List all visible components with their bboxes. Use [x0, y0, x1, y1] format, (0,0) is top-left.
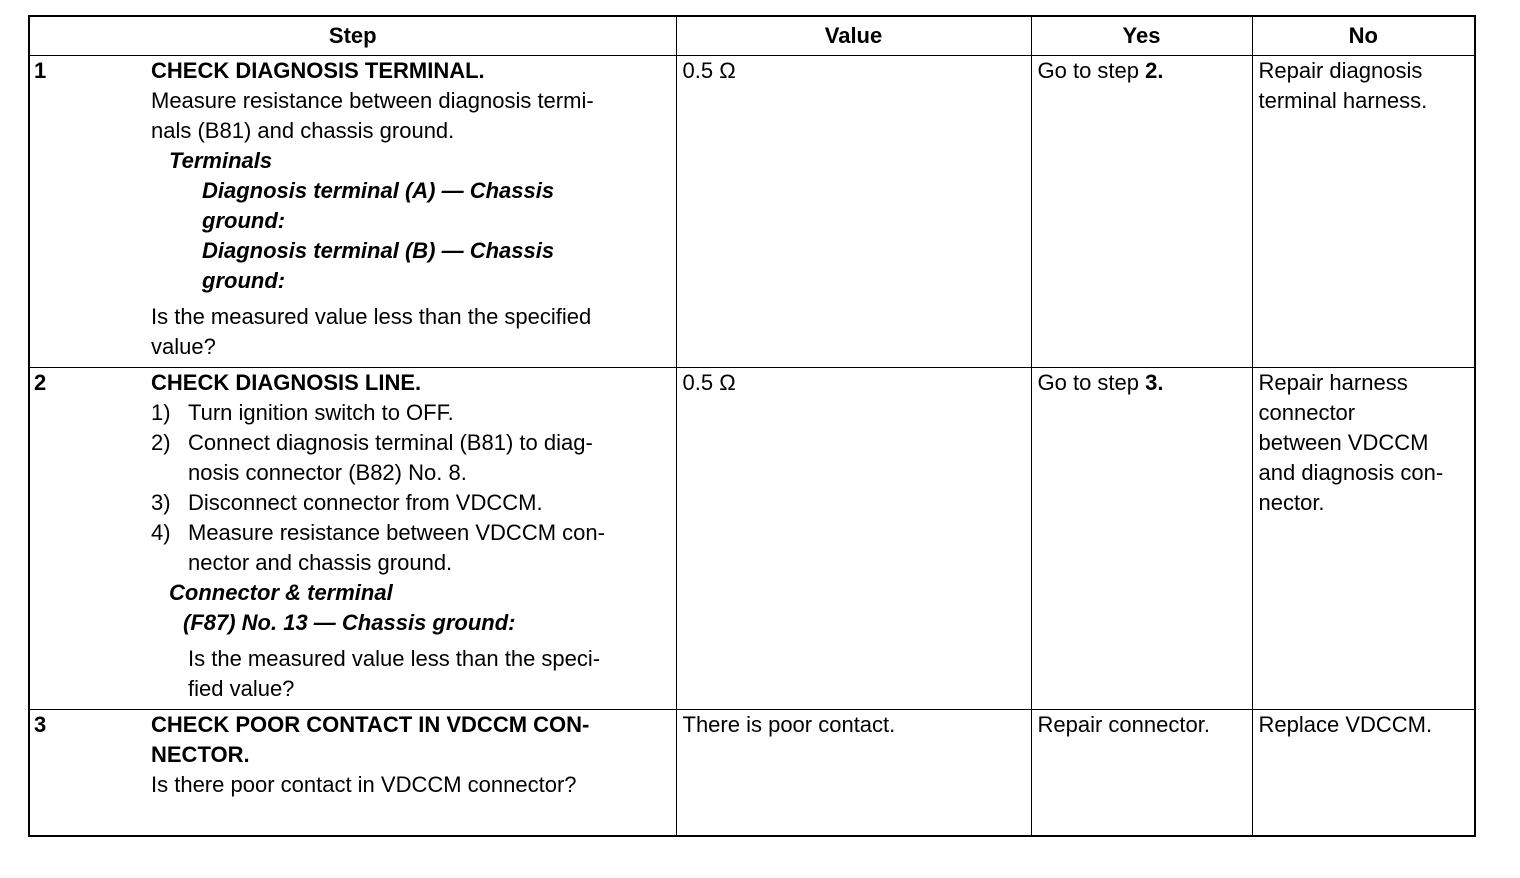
yes-cell: Repair connector. — [1031, 710, 1252, 836]
step-title: NECTOR. — [151, 742, 250, 767]
step-body — [151, 710, 676, 800]
table-row-step-1 — [29, 56, 1475, 368]
spec-header: Connector & terminal — [169, 580, 393, 605]
question-line: value? — [151, 334, 216, 359]
no-cell — [1252, 56, 1475, 368]
spec-item: Diagnosis terminal (B) — Chassis — [202, 238, 555, 263]
step-cell — [29, 56, 676, 368]
yes-step-ref: 3. — [1145, 370, 1164, 395]
no-line: nector. — [1258, 490, 1325, 515]
step-body — [151, 368, 676, 704]
question-line: fied value? — [188, 676, 295, 701]
list-item — [151, 518, 666, 578]
diagnosis-table — [28, 15, 1476, 837]
step-instruction-line: nals (B81) and chassis ground. — [151, 118, 455, 143]
value-cell: 0.5 Ω — [676, 368, 1031, 710]
yes-cell — [1031, 56, 1252, 368]
no-line: connector — [1258, 400, 1356, 425]
list-item-text — [188, 398, 454, 428]
spec-item: ground: — [202, 208, 286, 233]
list-item — [151, 398, 666, 428]
step-cell — [29, 710, 676, 836]
step-title: CHECK POOR CONTACT IN VDCCM CON- — [151, 712, 590, 737]
step-question: Is there poor contact in VDCCM connector? — [151, 772, 577, 797]
list-item-text — [188, 428, 593, 488]
yes-cell — [1031, 368, 1252, 710]
question-line: Is the measured value less than the specified — [151, 304, 592, 329]
spec-item: ground: — [202, 268, 286, 293]
step-title: CHECK DIAGNOSIS TERMINAL. — [151, 58, 485, 83]
header-step: Step — [29, 16, 676, 56]
procedure-list — [151, 398, 666, 578]
list-item-line: Measure resistance between VDCCM con- — [188, 520, 605, 545]
header-no: No — [1252, 16, 1475, 56]
no-line: between VDCCM — [1258, 430, 1429, 455]
list-item-number: 2) — [151, 430, 171, 455]
value-cell: 0.5 Ω — [676, 56, 1031, 368]
header-row — [29, 16, 1475, 56]
list-item — [151, 488, 666, 518]
step-question — [151, 644, 666, 704]
list-item-line: Disconnect connector from VDCCM. — [188, 490, 543, 515]
no-line: Replace VDCCM. — [1258, 712, 1433, 737]
list-item — [151, 428, 666, 488]
header-yes: Yes — [1031, 16, 1252, 56]
question-line: Is the measured value less than the speci- — [188, 646, 601, 671]
header-value: Value — [676, 16, 1031, 56]
list-item-line: nector and chassis ground. — [188, 550, 453, 575]
yes-text: Go to step — [1037, 58, 1146, 83]
no-cell — [1252, 710, 1475, 836]
list-item-line: Turn ignition switch to OFF. — [188, 400, 454, 425]
spec-item: Diagnosis terminal (A) — Chassis — [202, 178, 555, 203]
step-title: CHECK DIAGNOSIS LINE. — [151, 370, 422, 395]
list-item-number: 4) — [151, 520, 171, 545]
list-item-text — [188, 518, 605, 578]
step-number: 2 — [34, 370, 47, 395]
yes-text: Go to step — [1037, 370, 1146, 395]
no-cell — [1252, 368, 1475, 710]
no-line: Repair harness — [1258, 370, 1408, 395]
step-body — [151, 56, 676, 362]
yes-step-ref: 2. — [1145, 58, 1164, 83]
list-item-line: nosis connector (B82) No. 8. — [188, 460, 467, 485]
value-cell: There is poor contact. — [676, 710, 1031, 836]
no-line: and diagnosis con- — [1258, 460, 1444, 485]
no-line: Repair diagnosis — [1258, 58, 1423, 83]
spec-item: (F87) No. 13 — Chassis ground: — [183, 610, 516, 635]
step-cell — [29, 368, 676, 710]
spec-header: Terminals — [169, 148, 273, 173]
table-row-step-3 — [29, 710, 1475, 836]
list-item-text — [188, 488, 543, 518]
step-number: 1 — [34, 58, 47, 83]
list-item-number: 3) — [151, 490, 171, 515]
step-number: 3 — [34, 712, 47, 737]
table-row-step-2 — [29, 368, 1475, 710]
list-item-line: Connect diagnosis terminal (B81) to diag- — [188, 430, 593, 455]
step-instruction-line: Measure resistance between diagnosis termi- — [151, 88, 594, 113]
list-item-number: 1) — [151, 400, 171, 425]
no-line: terminal harness. — [1258, 88, 1428, 113]
step-question — [151, 302, 666, 362]
